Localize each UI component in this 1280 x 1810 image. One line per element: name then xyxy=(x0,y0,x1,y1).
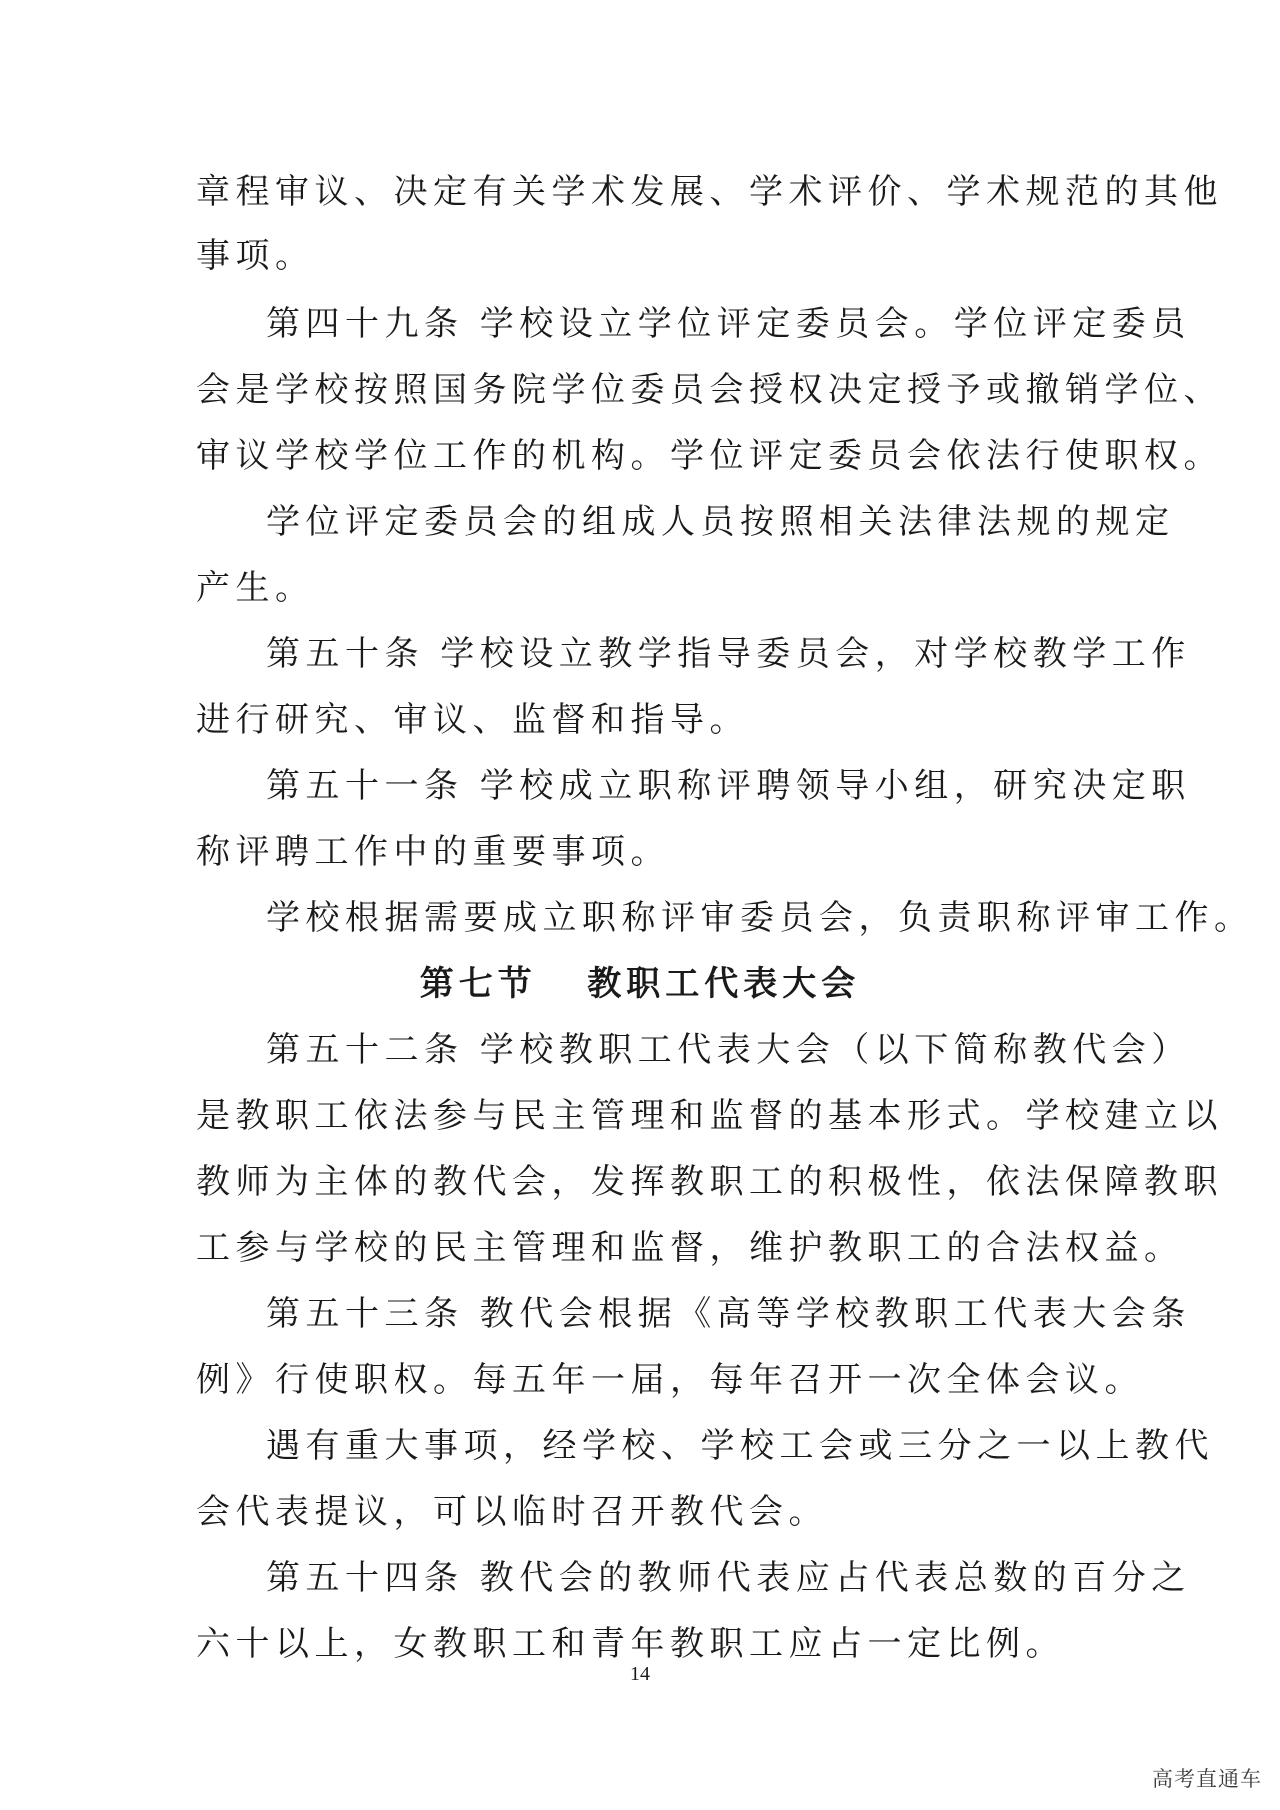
text-line: 进行研究、审议、监督和指导。 xyxy=(196,700,749,740)
article-54-line: 第五十四条 教代会的教师代表应占代表总数的百分之 xyxy=(266,1558,1191,1598)
page-number: 14 xyxy=(630,1663,650,1685)
watermark-text: 高考直通车 xyxy=(1152,1767,1262,1791)
article-50-line: 第五十条 学校设立教学指导委员会，对学校教学工作 xyxy=(266,634,1191,674)
text-line: 审议学校学位工作的机构。学位评定委员会依法行使职权。 xyxy=(196,436,1223,476)
section-heading: 第七节 教职工代表大会 xyxy=(419,964,861,1004)
text-line: 会是学校按照国务院学位委员会授权决定授予或撤销学位、 xyxy=(196,370,1223,410)
text-line: 章程审议、决定有关学术发展、学术评价、学术规范的其他 xyxy=(196,172,1223,212)
text-line: 教师为主体的教代会，发挥教职工的积极性，依法保障教职 xyxy=(196,1162,1223,1202)
article-53-line: 第五十三条 教代会根据《高等学校教职工代表大会条 xyxy=(266,1294,1191,1334)
paragraph-line: 学校根据需要成立职称评审委员会，负责职称评审工作。 xyxy=(266,898,1254,938)
article-49-line: 第四十九条 学校设立学位评定委员会。学位评定委员 xyxy=(266,304,1191,344)
text-line: 是教职工依法参与民主管理和监督的基本形式。学校建立以 xyxy=(196,1096,1223,1136)
text-line: 产生。 xyxy=(196,568,315,608)
article-52-line: 第五十二条 学校教职工代表大会（以下简称教代会） xyxy=(266,1030,1191,1070)
text-line: 六十以上，女教职工和青年教职工应占一定比例。 xyxy=(196,1624,1065,1664)
text-line: 会代表提议，可以临时召开教代会。 xyxy=(196,1492,828,1532)
paragraph-line: 学位评定委员会的组成人员按照相关法律法规的规定 xyxy=(266,502,1175,542)
text-line: 事项。 xyxy=(196,236,315,276)
text-line: 称评聘工作中的重要事项。 xyxy=(196,832,670,872)
text-line: 工参与学校的民主管理和监督，维护教职工的合法权益。 xyxy=(196,1228,1184,1268)
text-line: 例》行使职权。每五年一届，每年召开一次全体会议。 xyxy=(196,1360,1144,1400)
paragraph-line: 遇有重大事项，经学校、学校工会或三分之一以上教代 xyxy=(266,1426,1214,1466)
article-51-line: 第五十一条 学校成立职称评聘领导小组，研究决定职 xyxy=(266,766,1191,806)
